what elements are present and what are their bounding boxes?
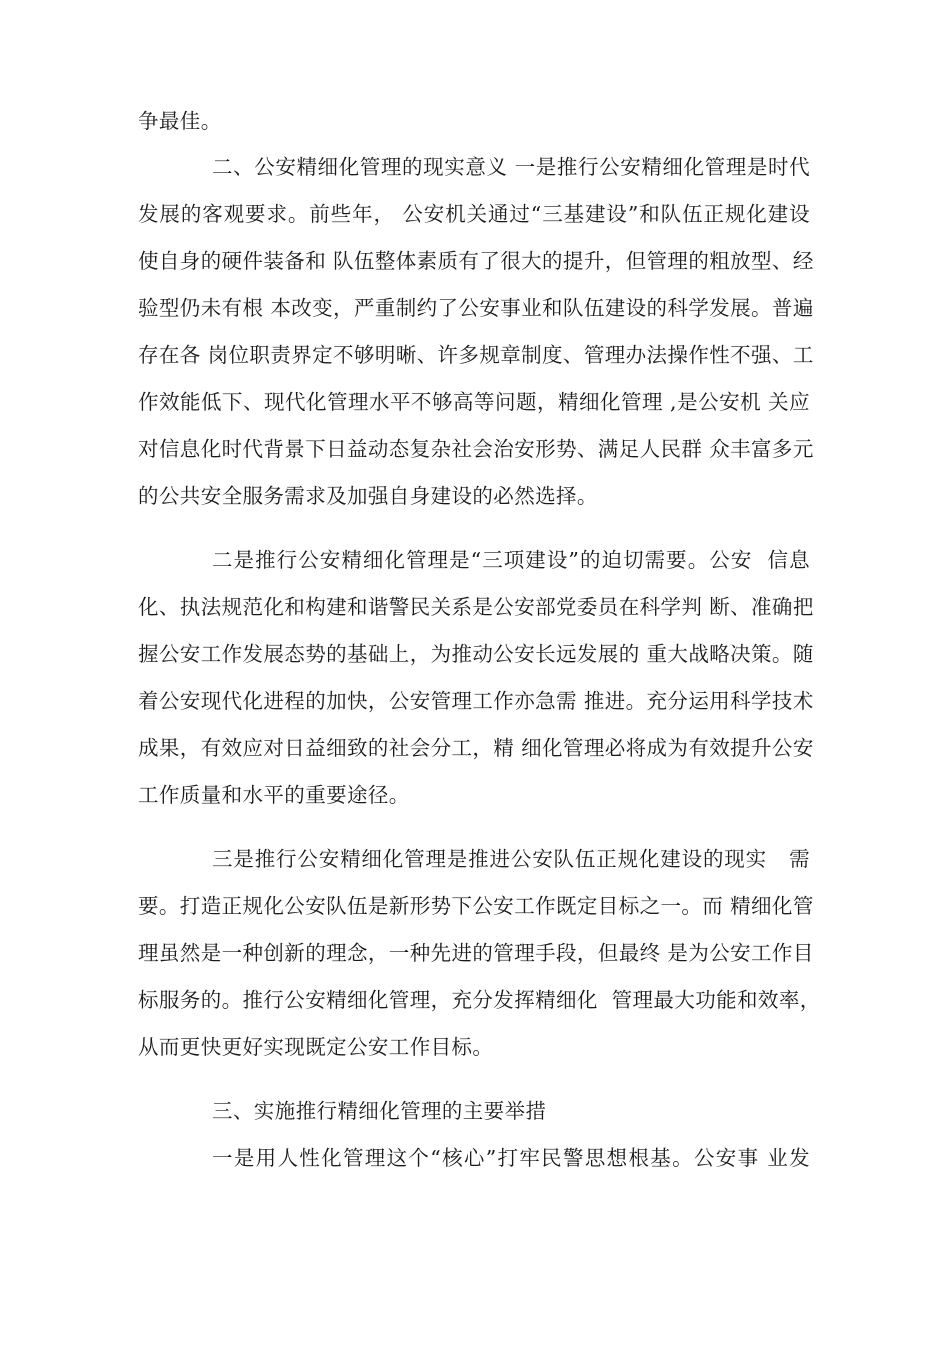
text-line: 成果，有效应对日益细致的社会分工，精 细化管理必将成为有效提升公安 <box>138 736 814 760</box>
text-line: 使自身的硬件装备和 队伍整体素质有了很大的提升，但管理的粗放型、经 <box>138 249 814 273</box>
text-line: 的公共安全服务需求及加强自身建设的必然选择。 <box>138 484 598 508</box>
section-heading-line: 二、公安精细化管理的现实意义 一是推行公安精细化管理是时代 <box>212 155 810 179</box>
text-line: 从而更快更好实现既定公安工作目标。 <box>138 1035 494 1059</box>
text-line: 存在各 岗位职责界定不够明晰、许多规章制度、管理办法操作性不强、工 <box>138 343 814 367</box>
text-line: 握公安工作发展态势的基础上，为推动公安长远发展的 重大战略决策。随 <box>138 642 814 666</box>
text-line: 作效能低下、现代化管理水平不够高等问题，精细化管理 ,是公安机 关应 <box>138 390 810 414</box>
paragraph-first-line: 二是推行公安精细化管理是“三项建设”的迫切需要。公安 信息 <box>212 548 810 572</box>
text-line: 化、执法规范化和构建和谐警民关系是公安部党委员在科学判 断、准确把 <box>138 595 814 619</box>
text-line: 验型仍未有根 本改变，严重制约了公安事业和队伍建设的科学发展。普遍 <box>138 296 814 320</box>
section-heading: 三、实施推行精细化管理的主要举措 <box>212 1099 547 1123</box>
text-line: 工作质量和水平的重要途径。 <box>138 783 410 807</box>
paragraph-first-line: 一是用人性化管理这个“核心”打牢民警思想根基。公安事 业发 <box>212 1146 810 1170</box>
text-line: 着公安现代化进程的加快，公安管理工作亦急需 推进。充分运用科学技术 <box>138 689 814 713</box>
text-line: 要。打造正规化公安队伍是新形势下公安工作既定目标之一。而 精细化管 <box>138 894 814 918</box>
text-line: 对信息化时代背景下日益动态复杂社会治安形势、满足人民群 众丰富多元 <box>138 437 814 461</box>
text-line: 标服务的。推行公安精细化管理，充分发挥精细化 管理最大功能和效率， <box>138 988 821 1012</box>
text-line: 争最佳。 <box>138 109 222 133</box>
paragraph-first-line: 三是推行公安精细化管理是推进公安队伍正规化建设的现实 需 <box>212 847 810 871</box>
text-line: 理虽然是一种创新的理念，一种先进的管理手段，但最终 是为公安工作目 <box>138 941 814 965</box>
text-line: 发展的客观要求。前些年， 公安机关通过“三基建设”和队伍正规化建设 <box>138 202 810 226</box>
